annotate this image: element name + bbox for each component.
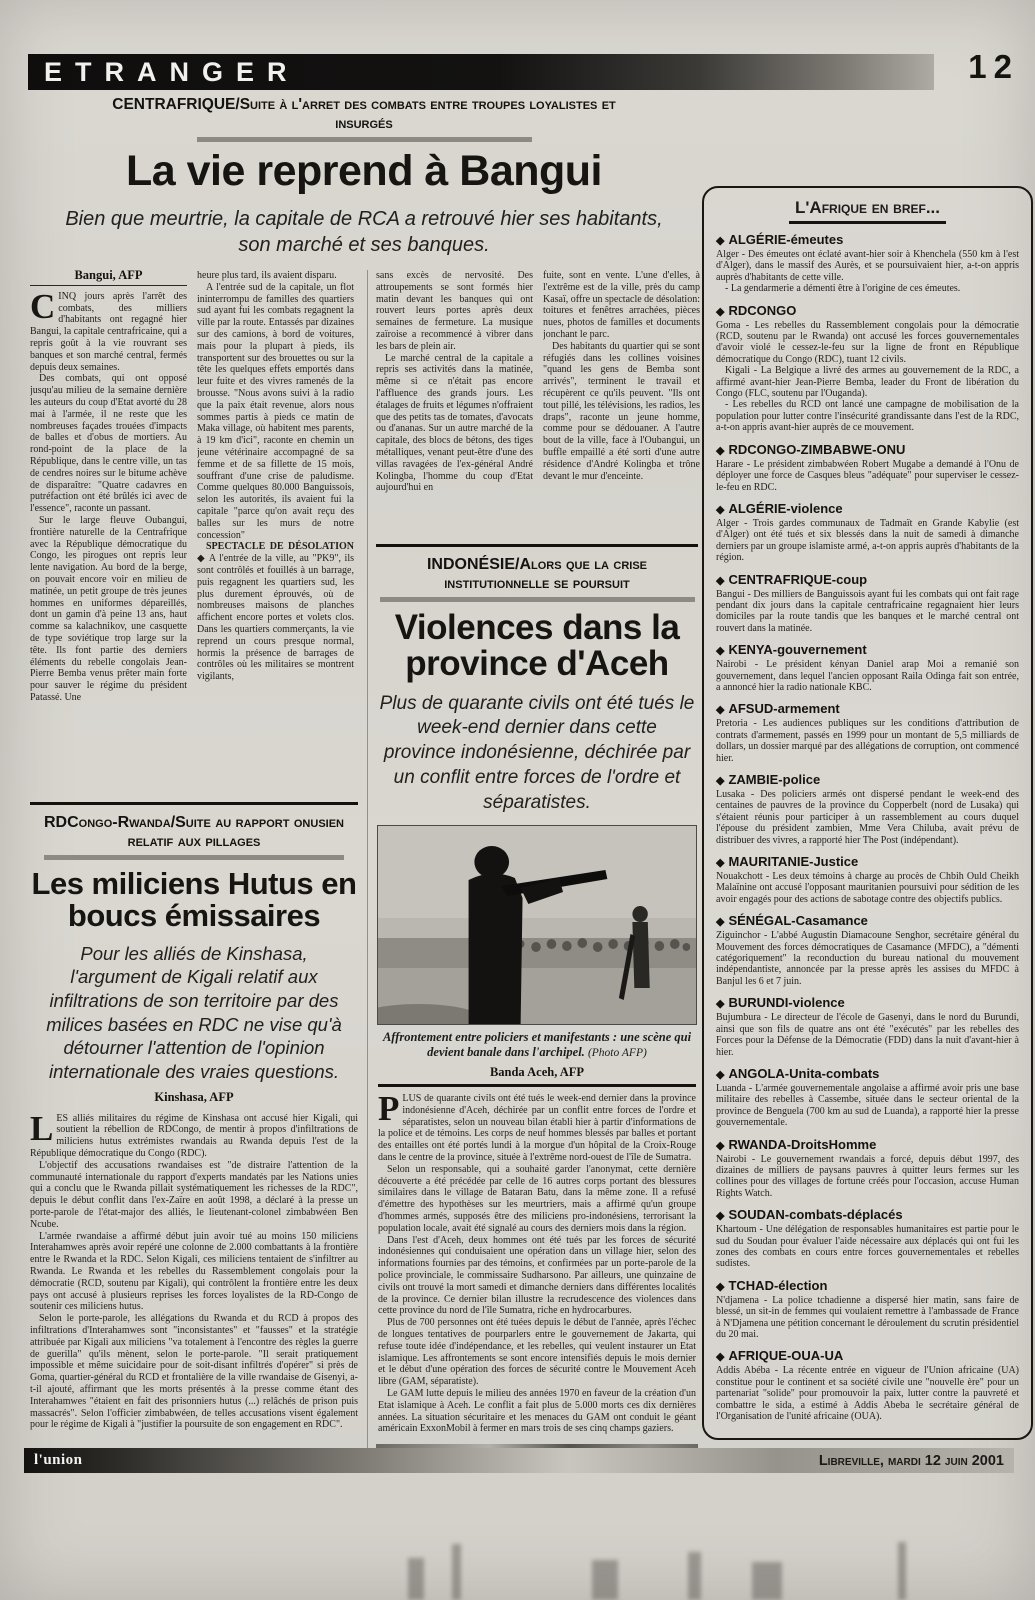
diamond-bullet-icon: ◆	[716, 235, 725, 247]
indonesia-headline: Violences dans la province d'Aceh	[394, 608, 680, 684]
drop-cap: P	[378, 1089, 400, 1129]
brief-item-title: ◆ CENTRAFRIQUE-coup	[716, 571, 868, 587]
brief-item-body: Nairobi - Le président kényan Daniel arap Moi a remanié son gouvernement, dans lequel l'ancien opposant Raila Odinga fait son entrée, a annoncé hier la radio nationale KBC.	[716, 659, 1019, 693]
brief-item-body: Bangui - Des milliers de Banguissois ayant fui les combats qui ont fait rage pendant dix jours dans la capitale centrafricaine regagnaient hier leurs domiciles par la route tandis que les banques et le marché central ont rouvert dans la matinée.	[716, 588, 1019, 634]
bangui-kicker: CENTRAFRIQUE/Suite à l'arret des combats entre troupes loyalistes et insurgés	[112, 96, 616, 132]
brief-item	[716, 1207, 1019, 1270]
rdcongo-kicker: RDCongo-Rwanda/Suite au rapport onusien relatif aux pillages	[43, 814, 344, 851]
diamond-bullet-icon: ◆	[716, 444, 725, 457]
columns-row	[30, 270, 698, 1455]
diamond-bullet-icon: ◆	[716, 775, 725, 787]
bangui-column-1	[30, 270, 187, 792]
diamond-bullet-icon: ◆	[716, 704, 725, 717]
brief-item-title: ◆ BURUNDI-violence	[716, 995, 845, 1011]
diamond-bullet-icon: ◆	[716, 503, 725, 516]
rdcongo-body: L'objectif des accusations rwandaises est "de distraire l'attention de la communauté internationale du rapport d'experts mandatés par les Nations unies qui a conclu que le Rwanda pillait systématiquement les richesses de la RDC", depuis le début conflit dans l'ex-Zaïre en août 1998, a déclaré à la presse un porte-parole de l'état-major des alliés, le lieutenant-colonel zimbabwéen Ben Ncube. L'armée rwandaise a affirmé début juin avoir tué au moins 150 miliciens Interahamwes après avoir repéré une colonne de 2.000 combattants à la frontière entre le Rwanda et la RDC. Selon Kigali, ces miliciens tentaient de s'infiltrer au Rwanda. Le Rwanda et les rebelles du Rassemblement congolais pour la démocratie (RCD, soutenu par Kigali), qui contrôlent la frontière entre les deux pays ont accusé à plusieurs reprises les forces loyalistes de la RD-Congo de soutenir ces miliciens hutus. Selon le porte-parole, les allégations du Rwanda et du RCD à propos des infiltrations d'Interahamwes sont "inconsistantes" et "fausses" et la stratégie attribuée par Kigali aux miliciens "va totalement à l'encontre des règles la guerre de guerilla" qu'ils mènent, selon le porte-parole. "Il serait pratiquement impossible et même suicidaire pour de soit-disant infiltrés d'opérer" si près de Goma, quartier-général du RCD et frontalière de la ville rwandaise de Gisenyi, a-t-il ajouté, affirmant que les morts présentés à la presse comme étant des Interahamwes "étaient en fait des prisonniers hutus (...) relâchés de prison puis massacrés". Selon l'officier zimbabwéen, de telles accusations visent également pour le régime de Kigali à "justifier la poursuite de son engagement en RDC".	[30, 1159, 358, 1431]
bangui-col3-body: sans excès de nervosité. Des attroupements se sont formés hier matin devant les banques qui ont rouvert leurs portes après deux semaines de fermeture. La musique zaïroise a recommencé à vibrer dans les bars de plein air. Le marché central de la capitale a repris ses activités dans la matinée, même si ce n'était pas encore l'affluence des grands jours. Les étalages de fruits et légumes n'offraient que des petits tas de tomates, d'avocats ou d'ananas. Sur un autre marché de la capitale, des blocs de bétons, des tiges métalliques, venant peut-être d'une des villas ravagées de l'ex-général André Kolingba, l'homme du coup d'Etat aujourd'hui en	[376, 270, 533, 494]
brief-item-body: Addis Abéba - La récente entrée en vigueur de l'Union africaine (UA) constitue pour le continent et sa société civile une "nouvelle ère" pour un partenariat "solide" pour promouvoir la paix, lutter contre la pauvreté et combattre le sida, a estimé à Addis Abeba le secrétaire général de l'Organisation de l'unité africaine (OUA).	[716, 1365, 1019, 1423]
brief-item-body: Alger - Trois gardes communaux de Tadmaït en Grande Kabylie (est d'Alger) ont été tués et six blessés dans la nuit de samedi à dimanche derniers par un groupe islamiste armé, a-t-on appris auprès d'habitants de la région.	[716, 517, 1019, 564]
brief-item	[716, 642, 1019, 693]
brief-item-title: ◆ RDCONGO	[716, 302, 797, 318]
photo-caption: Affrontement entre policiers et manifestants : une scène qui devient banale dans l'archipel. (Photo AFP)	[382, 1030, 692, 1060]
brief-item	[716, 442, 1019, 493]
drop-cap: L	[30, 1108, 54, 1148]
desolation-paragraph: SPECTACLE DE DÉSOLATION ◆ A l'entrée de la ville, au "PK9", ils sont contrôlés et fouillés à un barrage, puis regagnent les quartiers sud, les plus durement éprouvés, où de nombreuses maisons de planches affichent encore portes et volets clos. Dans les quartiers commerçants, la vie reprend un cours presque normal, hormis la présence de barrages de contrôles où les militaires se montrent vigilants,	[197, 541, 354, 683]
section-header-bar	[28, 54, 934, 90]
brief-item-body: Ziguinchor - L'abbé Augustin Diamacoune Senghor, secrétaire général du Mouvement des forces démocratiques de Casamance (MFDC), a "démenti catégoriquement" la reconduction du bureau national du mouvement indépendantiste, annoncée par la presse après les assises du MFDC à Banjul les 6 et 7 juin.	[716, 930, 1019, 987]
brief-item-body: Harare - Le président zimbabwéen Robert Mugabe a demandé à l'Onu de déployer une force de Casques bleus "adéquate" pour superviser le cessez-le-feu en RDC.	[716, 458, 1019, 493]
rdcongo-standfirst: Pour les alliés de Kinshasa, l'argument de Kigali relatif aux infiltrations de son territoire par des milices basées en RDC ne vise qu'à détourner l'attention de l'opinion internationale des vraies questions.	[46, 942, 342, 1082]
indonesia-standfirst: Plus de quarante civils ont été tués le week-end dernier dans cette province indonésienne, déchirée par un conflit entre forces de l'ordre et séparatistes.	[379, 692, 695, 813]
bangui-headline: La vie reprend à Bangui	[126, 147, 602, 196]
indonesia-lead-paragraph: PLUS de quarante civils ont été tués le week-end dernier dans la province indonésienne d'Aceh, déchirée par un conflit entre forces de l'ordre et séparatistes, selon un nouveau bilan établi hier à partir d'informations de la police et de témoins. Les corps de neuf hommes blessés par balles et portant des entailles ont été portés lundi à la morgue d'un hôpital de la Croix-Rouge dans le centre de la province, située à l'extrême nord-ouest de l'île de Sumatra.	[378, 1089, 696, 1164]
rdcongo-byline: Kinshasa, AFP	[154, 1089, 234, 1104]
diamond-bullet-icon: ◆	[716, 1280, 725, 1293]
footer-dateline: Libreville, mardi 12 juin 2001	[818, 1452, 1004, 1469]
drop-cap: C	[30, 286, 56, 326]
brief-item-title: ◆ ALGÉRIE-violence	[716, 500, 843, 516]
newspaper-name: l'union	[34, 1452, 83, 1468]
brief-item	[716, 501, 1019, 564]
brief-item-body: Luanda - L'armée gouvernementale angolaise a affirmé avoir pris une base militaire des rebelles à Cassembe, située dans le secteur oriental de la province de Benguela (700 km au sud de Luanda), a rapporté hier la presse gouvernementale.	[716, 1082, 1019, 1129]
right-half	[367, 270, 698, 1455]
bangui-column-2	[197, 270, 354, 792]
brief-title-wrap	[716, 198, 1019, 224]
indonesia-body: Selon un responsable, qui a souhaité garder l'anonymat, cette dernière découverte a été précédée par celle de 16 autres corps portant des blessures similaires dans le village de Bataran Batu, dans la même zone. Il a refusé d'émettre des hypothèses sur les meurtriers, mais a affirmé qu'un groupe d'hommes armés, supposés être des miliciens pro-indonésiens, terrorisant la population locale, avait été signalé au cours des derniers mois dans la région. Dans l'est d'Aceh, deux hommes ont été tués par les forces de sécurité indonésiennes qui conduisaient une opération dans un village hier, selon des informations fournies par des témoins, et confirmées par un porte-parole de la police provinciale, le commissaire Sudharsono. Par ailleurs, une quinzaine de civils ont trouvé la mort samedi et dimanche derniers dans différentes localités de la province. Ce dernier bilan illustre la recrudescence des violences dans cette province du nord de l'île Sumatra, riche en hydrocarbures. Plus de 700 personnes ont été tuées depuis le début de l'année, après l'échec de longues tentatives de pourparlers entre le gouvernement de Jakarta, qui refuse toute idée d'indépendance, et les rebelles, qui veulent instaurer un Etat islamique. Les affrontements se sont encore intensifiés depuis le mois dernier et le début d'une opération des forces de sécurité contre le Mouvement Aceh libre (GAM, séparatiste). Le GAM lutte depuis le milieu des années 1970 en faveur de la création d'un Etat islamique à Aceh. Le conflit a fait plus de 5.000 morts ces dix dernières années. La situation sécuritaire et les menaces du GAM ont conduit le géant américain ExxonMobil à fermer en mars trois de ses cinq champs gaziers.	[378, 1163, 696, 1435]
bangui-kicker-rule	[197, 137, 532, 142]
brief-item	[716, 1137, 1019, 1200]
brief-item-title: ◆ SÉNÉGAL-Casamance	[716, 913, 868, 929]
brief-item-body: N'djamena - La police tchadienne a dispersé hier matin, sans faire de blessé, un sit-in de femmes qui voulaient remettre à l'ambassade de France à N'Djamena une pétition concernant le déroulement du scrutin présidentiel du 20 mai.	[716, 1294, 1019, 1340]
bangui-col4-body: fuite, sont en vente. L'une d'elles, à l'extrême est de la ville, près du camp Kasaï, offre un spectacle de désolation: toitures et fenêtres arrachées, pièces nues, photos de familles et documents jonchant le parc. Des habitants du quartier qui se sont réfugiés dans les collines voisines "quand les gens de Bemba sont arrivés", terminent le travail et récupèrent ce qu'ils peuvent. "Ils ont tout pillé, les télévisions, les radios, les draps", raconte un jeune homme, comme pour se dédouaner. A l'autre bout de la ville, face à l'Oubangui, un buffle empaillé a été sorti d'une autre résidence d'André Kolingba et trône devant le mur d'enceinte.	[543, 270, 700, 482]
brief-item	[716, 701, 1019, 764]
diamond-bullet-icon: ◆	[716, 857, 725, 870]
brief-item-title: ◆ MAURITANIE-Justice	[716, 854, 859, 870]
brief-item-title: ◆ SOUDAN-combats-déplacés	[716, 1207, 903, 1223]
scan-artifacts	[0, 1540, 1035, 1600]
brief-item-title: ◆ KENYA-gouvernement	[716, 642, 867, 658]
indonesia-kicker-rule	[380, 597, 695, 602]
brief-item	[716, 1066, 1019, 1129]
left-half	[30, 270, 358, 1455]
brief-item	[716, 854, 1019, 905]
brief-item-title: ◆ AFRIQUE-OUA-UA	[716, 1348, 844, 1364]
riot-photo	[377, 825, 697, 1025]
bangui-article-header	[30, 96, 698, 258]
bangui-standfirst: Bien que meurtrie, la capitale de RCA a retrouvé hier ses habitants, son marché et ses banques.	[65, 208, 663, 257]
brief-item-title: ◆ TCHAD-élection	[716, 1277, 828, 1293]
indonesia-byline: Banda Aceh, AFP	[378, 1065, 696, 1087]
brief-item	[716, 995, 1019, 1058]
indonesia-article	[376, 544, 698, 1455]
bangui-column-3	[376, 270, 533, 536]
brief-item-title: ◆ ANGOLA-Unita-combats	[716, 1065, 880, 1081]
diamond-bullet-icon: ◆	[716, 916, 725, 929]
brief-item	[716, 772, 1019, 846]
rdcongo-lead-paragraph: LES alliés militaires du régime de Kinshasa ont accusé hier Kigali, qui soutient la rébellion de RDCongo, de mentir à propos d'infiltrations de miliciens hutus extrémistes rwandais au Rwanda depuis l'est de la République démocratique du Congo (RDC).	[30, 1108, 358, 1160]
desolation-lead: SPECTACLE DE DÉSOLATION ◆	[197, 541, 354, 565]
bangui-byline: Bangui, AFP	[30, 270, 187, 286]
brief-item-title: ◆ ZAMBIE-police	[716, 772, 821, 787]
brief-item-body: Alger - Des émeutes ont éclaté avant-hier soir à Khenchela (550 km à l'est d'Alger), dans le massif des Aurès, et se poursuivaient hier, a-t-on appris auprès d'habitants de cette ville. - La gendarmerie a démenti être à l'origine de ces émeutes.	[716, 249, 1019, 295]
bangui-columns-12	[30, 270, 358, 792]
diamond-bullet-icon: ◆	[716, 1210, 725, 1223]
brief-item-title: ◆ RDCONGO-ZIMBABWE-ONU	[716, 441, 906, 457]
brief-item-body: Bujumbura - Le directeur de l'école de Gasenyi, dans le nord du Burundi, ainsi que son fils de quatre ans ont été "exécutés" par les rebelles des Forces pour la Défense de la Démocratie (FDD) dans la nuit d'avant-hier à hier.	[716, 1012, 1019, 1058]
brief-item-body: Nairobi - Le gouvernement rwandais a forcé, depuis début 1997, des dizaines de milliers de paysans pauvres à quitter leurs fermes sur les collines pour des villages de fortune créés pour l'occasion, accuse Human Rights Watch.	[716, 1153, 1019, 1199]
diamond-bullet-icon: ◆	[716, 645, 725, 658]
brief-title: L'Afrique en bref...	[789, 198, 946, 224]
bangui-col1-body: Des combats, qui ont opposé jusqu'au milieu de la semaine dernière les auteurs du coup d'Etat avorté du 28 mai à l'armée, il ne reste que les nombreuses façades trouées d'impacts de balles et d'obus de mortiers. Au rond-point de la place de la République, dans le centre ville, un tas de cendres noires sur le bitume achève de disparaître: "Quatre cadavres en putréfaction ont été brûlés ici avec de l'essence", raconte un passant. Sur le large fleuve Oubangui, frontière naturelle de la Centrafrique avec la République démocratique du Congo, les pirogues ont repris leur lente navigation. Au bord de la berge, on pouvait encore voir en milieu de matinée, un petit groupe de très jeunes hommes en uniformes dépareillés, dont un gamin d'à peine 13 ans, haut comme sa kalachnikov, une casquette de type soviétique trop large sur la tête. Ils font partie des derniers éléments du rebelle congolais Jean-Pierre Bemba venus prêter main forte pour sauver le régime du président Patassé. Une	[30, 373, 187, 703]
riot-photo-illustration	[378, 826, 696, 1024]
diamond-bullet-icon: ◆	[716, 1139, 725, 1152]
diamond-bullet-icon: ◆	[716, 574, 725, 587]
brief-item	[716, 913, 1019, 987]
brief-item	[716, 1348, 1019, 1422]
footer-bar	[24, 1448, 1014, 1473]
brief-item-title: ◆ ALGÉRIE-émeutes	[716, 232, 844, 247]
section-title: ETRANGER	[44, 56, 300, 87]
brief-item-body: Pretoria - Les audiences publiques sur les conditions d'attribution de contrats d'armement, passés en 1999 pour un montant de 5,5 milliards de dollars, un dossier marqué par des allégations de corruption, ont commencé hier.	[716, 718, 1019, 764]
brief-item	[716, 303, 1019, 434]
brief-item-body: Nouakchott - Les deux témoins à charge au procès de Chbih Ould Cheikh Malaïnine ont accusé l'opposant mauritanien poursuivi pour sédition de les avoir engagés pour des actions de sabotage contre des objectifs publics.	[716, 871, 1019, 905]
rdcongo-kicker-rule	[44, 855, 344, 860]
diamond-bullet-icon: ◆	[716, 1068, 725, 1081]
diamond-bullet-icon: ◆	[716, 998, 725, 1011]
rdcongo-headline: Les miliciens Hutus en boucs émissaires	[31, 866, 357, 934]
photo-credit: (Photo AFP)	[587, 1047, 647, 1060]
bangui-columns-34	[368, 270, 698, 536]
main-content	[30, 96, 698, 1455]
brief-item-body: Goma - Les rebelles du Rassemblement congolais pour la démocratie (RCD, soutenu par le Rwanda) ont accusé les forces gouvernementales d'avoir violé le cessez-le-feu sur la ligne de front en République démocratique du Congo (RDC), tuant 12 civils. Kigali - La Belgique a livré des armes au gouvernement de la RDC, a affirmé avant-hier Jean-Pierre Bemba, leader du Front de libération du Congo (FLC, soutenu par l'Ouganda). - Les rebelles du RCD ont lancé une campagne de mobilisation de la population pour lutter contre l'insécurité grandissante dans l'est de la RDC, a-t-on appris avant-hier auprès de ce mouvement.	[716, 319, 1019, 434]
brief-item-body: Khartoum - Une délégation de responsables humanitaires est partie pour le sud du Soudan pour évaluer l'aide nécessaire aux déplacés qui ont fui les zones des combats en cours entre forces gouvernementales et rebelles sudistes.	[716, 1224, 1019, 1270]
diamond-bullet-icon: ◆	[716, 1351, 725, 1364]
brief-item	[716, 572, 1019, 635]
page-number: 12	[968, 48, 1019, 85]
bangui-col2-body: heure plus tard, ils avaient disparu. A l'entrée sud de la capitale, un flot ininterrompu de familles des quartiers sud ayant fui les combats regagnent la ville par la route. Entassés par dizaines sur des camions, à bord de voitures, mais pour la plupart à pieds, ils transportent sur des brouettes ou sur la tête les quelques effets emportés dans leur fuite et des vivres ramenés de la brousse. "Nous avons suivi à la radio que la paix était revenue, alors nous sommes partis à pieds ce matin de Maka village, où habitent mes parents, à 19 km d'ici", raconte en chemin un jeune vétérinaire accompagné de sa femme et de sa fillette de 15 mois, souffrant d'une crise de paludisme. Comme quelques 80.000 Banguissois, selon les autorités, ils avaient fui la capitale "parce qu'on avait reçu des balles sur les murs de notre concession"	[197, 270, 354, 541]
africa-brief-sidebar	[702, 186, 1033, 1440]
brief-item	[716, 232, 1019, 295]
diamond-bullet-icon: ◆	[716, 305, 725, 318]
bangui-column-4	[543, 270, 700, 536]
brief-item-title: ◆ AFSUD-armement	[716, 701, 840, 717]
brief-item-body: Lusaka - Des policiers armés ont dispersé pendant le week-end des centaines de pauvres de la province du Copperbelt (nord de Lusaka) qui s'étaient réunis pour participer à un rassemblement au cours duquel l'épouse du président zambien, Mme Vera Chiluba, avait prévu de distribuer des vivres, a rapporté hier The Post (indépendant).	[716, 789, 1019, 846]
brief-item	[716, 1278, 1019, 1341]
bangui-lead-paragraph: CINQ jours après l'arrêt des combats, des milliers d'habitants ont regagné hier Bangui, la capitale centrafricaine, qui a repris goût à la vie rouvrant ses banques et son marché central, fermés depuis deux semaines.	[30, 286, 187, 373]
indonesia-kicker: INDONÉSIE/Alors que la crise institutionnelle se poursuit	[426, 556, 648, 593]
brief-item-title: ◆ RWANDA-DroitsHomme	[716, 1136, 877, 1152]
rdcongo-article	[30, 802, 358, 1431]
